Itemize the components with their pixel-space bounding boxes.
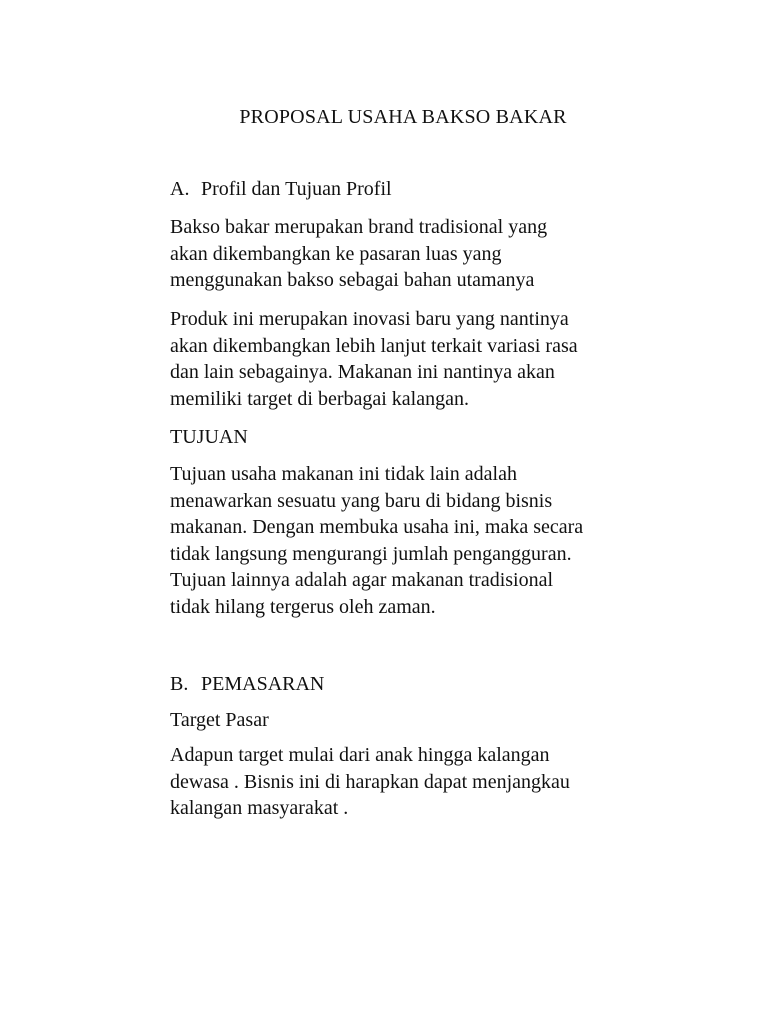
- section-b-letter: B.: [170, 673, 189, 695]
- text-line: dan lain sebagainya. Makanan ini nantinya akan: [170, 361, 555, 383]
- text-line: dewasa . Bisnis ini di harapkan dapat menjangkau: [170, 770, 570, 793]
- text-line: Bakso bakar merupakan brand tradisional yang: [170, 216, 548, 238]
- section-a-paragraph-3: [170, 461, 690, 620]
- section-a-paragraph-1: [170, 214, 690, 294]
- section-a-letter: A.: [170, 178, 190, 200]
- text-line: akan dikembangkan ke pasaran luas yang: [170, 242, 502, 265]
- text-line: Produk ini merupakan inovasi baru yang nantinya: [170, 308, 569, 330]
- document-title: PROPOSAL USAHA BAKSO BAKAR: [239, 106, 567, 128]
- text-line: Adapun target mulai dari anak hingga kalangan: [170, 744, 550, 766]
- text-line: akan dikembangkan lebih lanjut terkait variasi rasa: [170, 334, 578, 357]
- text-line: tidak hilang tergerus oleh zaman.: [170, 595, 436, 618]
- section-b-heading: [170, 671, 690, 698]
- section-a-subheading: TUJUAN: [170, 426, 248, 448]
- text-line: Tujuan usaha makanan ini tidak lain adalah: [170, 463, 517, 485]
- text-line: Tujuan lainnya adalah agar makanan tradisional: [170, 569, 554, 591]
- text-line: menawarkan sesuatu yang baru di bidang bisnis: [170, 489, 553, 512]
- section-a-title: Profil dan Tujuan Profil: [201, 178, 392, 200]
- text-line: memiliki target di berbagai kalangan.: [170, 387, 469, 410]
- text-line: makanan. Dengan membuka usaha ini, maka secara: [170, 516, 584, 538]
- section-a-heading: [170, 176, 690, 203]
- text-line: menggunakan bakso sebagai bahan utamanya: [170, 269, 535, 291]
- text-line: tidak langsung mengurangi jumlah pengangguran.: [170, 542, 572, 565]
- section-b-subheading: Target Pasar: [170, 709, 269, 731]
- section-a-paragraph-2: [170, 306, 690, 412]
- section-b-paragraph-1: [170, 742, 690, 822]
- section-b-title: PEMASARAN: [201, 673, 325, 695]
- text-line: kalangan masyarakat .: [170, 797, 349, 819]
